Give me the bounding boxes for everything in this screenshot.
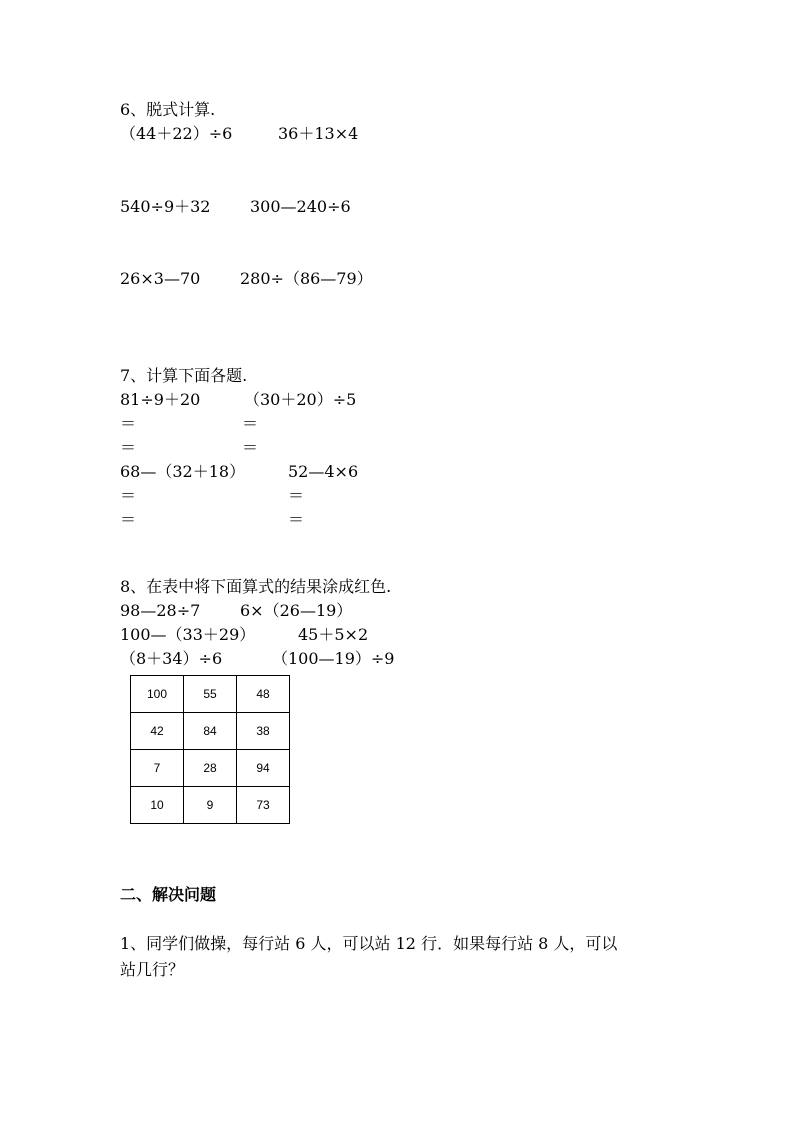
grid-row: [131, 787, 290, 824]
grid-cell[interactable]: 84: [184, 713, 237, 750]
q8-expr-3: 100—（33＋29）: [120, 625, 256, 644]
q7-expr-3: 68—（32＋18）: [120, 462, 246, 481]
q8-expr-2: 6×（26—19）: [240, 601, 353, 620]
q7-equals: ＝: [120, 414, 137, 433]
q6-expr-6: 280÷（86—79）: [240, 269, 373, 288]
grid-cell[interactable]: 42: [131, 713, 184, 750]
grid-cell[interactable]: 38: [237, 713, 290, 750]
q7-equals: ＝: [288, 486, 305, 505]
q7-expr-2: （30＋20）÷5: [244, 390, 357, 409]
q7-equals: ＝: [120, 438, 137, 457]
q6-expr-3: 540÷9＋32: [120, 197, 211, 216]
problem-1-line-2: 站几行？: [120, 960, 185, 979]
q8-title: 8、在表中将下面算式的结果涂成红色.: [120, 577, 392, 596]
q7-expr-1: 81÷9＋20: [120, 390, 201, 409]
q7-expr-4: 52—4×6: [288, 462, 359, 481]
q8-expr-6: （100—19）÷9: [272, 649, 395, 668]
grid-cell[interactable]: 100: [131, 676, 184, 713]
q6-title: 6、脱式计算.: [120, 100, 216, 119]
grid-cell[interactable]: 10: [131, 787, 184, 824]
grid-cell[interactable]: 55: [184, 676, 237, 713]
grid-cell[interactable]: 28: [184, 750, 237, 787]
q8-expr-5: （8＋34）÷6: [120, 649, 223, 668]
q8-expr-4: 45＋5×2: [298, 625, 369, 644]
section-title: 二、解决问题: [120, 885, 217, 904]
grid-row: [131, 676, 290, 713]
q6-expr-1: （44＋22）÷6: [120, 124, 233, 143]
q7-equals: ＝: [242, 438, 259, 457]
grid-cell[interactable]: 73: [237, 787, 290, 824]
answer-grid: [130, 675, 290, 824]
q6-expr-4: 300—240÷6: [250, 197, 351, 216]
q7-equals: ＝: [242, 414, 259, 433]
grid-row: [131, 750, 290, 787]
grid-cell[interactable]: 9: [184, 787, 237, 824]
grid-row: [131, 713, 290, 750]
grid-cell[interactable]: 94: [237, 750, 290, 787]
q7-title: 7、计算下面各题.: [120, 366, 248, 385]
q6-expr-2: 36＋13×4: [278, 124, 359, 143]
grid-cell[interactable]: 48: [237, 676, 290, 713]
grid-cell[interactable]: 7: [131, 750, 184, 787]
q7-equals: ＝: [120, 510, 137, 529]
problem-1-line-1: 1、同学们做操，每行站 6 人，可以站 12 行．如果每行站 8 人，可以: [120, 934, 618, 953]
q6-expr-5: 26×3—70: [120, 269, 201, 288]
q7-equals: ＝: [120, 486, 137, 505]
q7-equals: ＝: [288, 510, 305, 529]
q8-expr-1: 98—28÷7: [120, 601, 201, 620]
